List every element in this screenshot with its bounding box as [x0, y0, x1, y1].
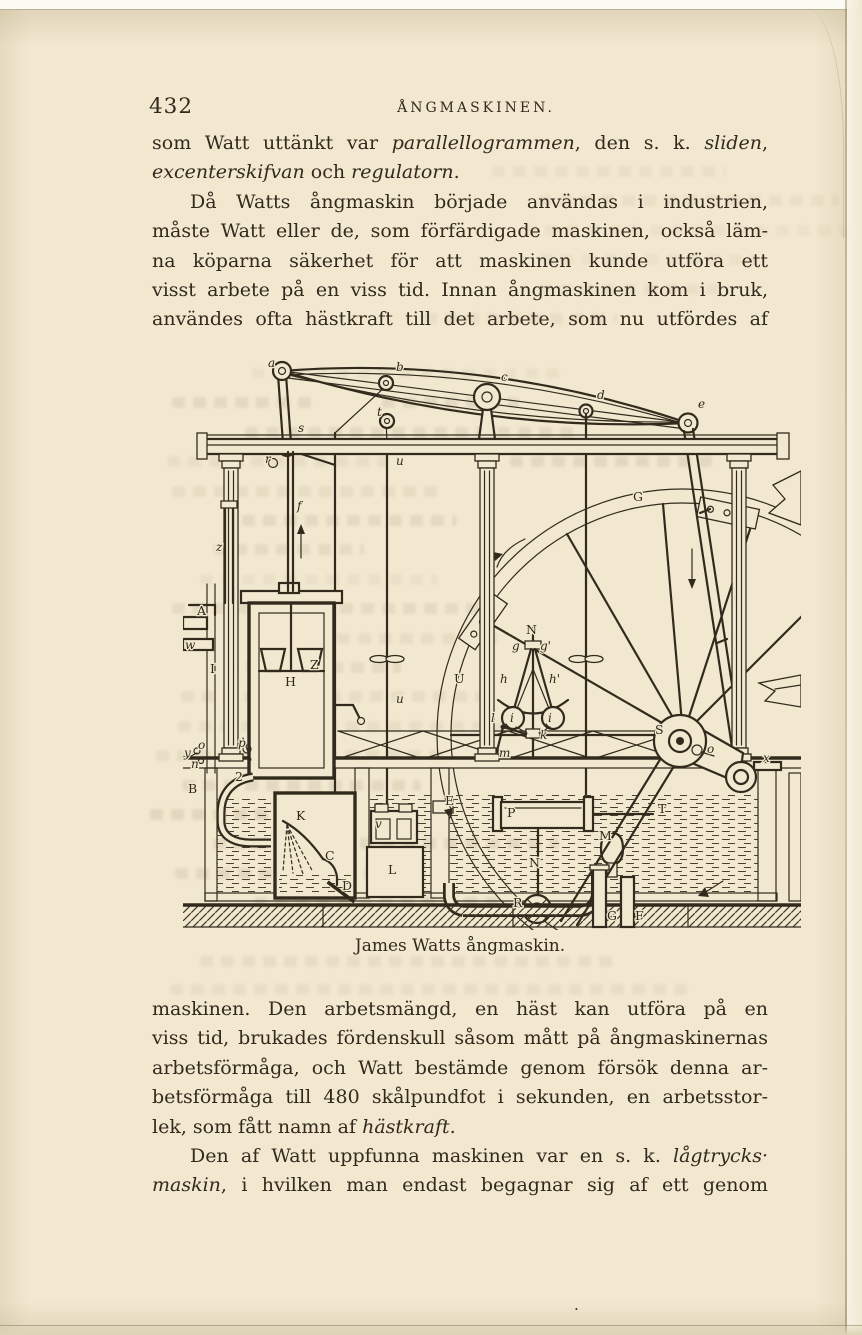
figure-label-g: g': [540, 639, 551, 653]
page-top-edge: [0, 0, 862, 10]
steam-cylinder: [183, 452, 342, 843]
text-line: maskin, i hvilken man endast begagnar sig af ett genom: [152, 1174, 768, 1197]
text-line: måste Watt eller de, som förfärdigade maskinen, också läm-: [152, 220, 768, 243]
text-line: viss tid, brukades fördenskull såsom mått på ångmaskinernas: [152, 1027, 768, 1050]
figure-label-G: G: [607, 908, 617, 923]
figure-label-I: I: [210, 661, 215, 676]
running-header: ÅNGMASKINEN.: [397, 100, 555, 116]
figure-label-u: u: [396, 692, 404, 706]
figure-label-i: i: [548, 711, 552, 725]
figure-label-x: x: [763, 751, 770, 765]
figure-label-U: U: [454, 671, 465, 686]
figure-label-G: G: [633, 489, 643, 504]
text-line: na köparna säkerhet för att maskinen kunde utföra ett: [152, 249, 768, 272]
figure-label-s: s: [298, 421, 305, 435]
figure-label-M: M: [599, 828, 612, 843]
figure-label-K: K: [296, 808, 306, 823]
page-number: 432: [149, 94, 194, 119]
text-line: lek, som fått namn af hästkraft.: [152, 1115, 456, 1138]
figure-label-S: S: [655, 722, 664, 737]
figure-label-h: h': [549, 672, 561, 686]
text-line: användes ofta hästkraft till det arbete, som nu utfördes af: [152, 308, 768, 331]
figure-label-z: z: [216, 540, 223, 554]
figure-label-h: h: [500, 672, 508, 686]
figure-label-t: t: [377, 405, 382, 419]
figure-label-c: c: [501, 370, 508, 384]
text-line: Då Watts ångmaskin började användas i industrien,: [190, 190, 768, 213]
engraving-watt-steam-engine: [183, 353, 801, 930]
text-line: visst arbete på en viss tid. Innan ångmaskinen kom i bruk,: [152, 278, 768, 301]
body-text-bottom: [152, 995, 768, 1201]
figure-label-Z: Z: [310, 657, 319, 672]
figure-label-v: v: [375, 817, 382, 831]
figure-label-r: r: [265, 452, 271, 466]
stray-ink-dot: .: [574, 1296, 579, 1314]
figure-label-o: o: [707, 742, 715, 756]
figure-label-b: b: [396, 360, 404, 374]
figure-label-C: C: [325, 848, 335, 863]
pump-rods: [327, 415, 744, 859]
body-text-top: [152, 129, 768, 335]
figure-label-L: L: [388, 862, 397, 877]
ground: [183, 905, 801, 927]
text-line: excenterskifvan och regulatorn.: [152, 161, 460, 184]
figure-label-D: D: [342, 878, 353, 893]
figure-label-p: p: [238, 736, 246, 750]
figure-label-E: E: [445, 793, 455, 808]
page-bottom-edge: [0, 1324, 862, 1335]
text-line: maskinen. Den arbetsmängd, en häst kan utföra på en: [152, 998, 768, 1020]
figure-label-R: R: [513, 895, 523, 910]
text-line: arbetsförmåga, och Watt bestämde genom försök denna ar-: [152, 1056, 768, 1079]
figure-label-k: k: [540, 728, 548, 742]
text-line: som Watt uttänkt var parallellogrammen, den s. k. sliden,: [152, 132, 768, 154]
figure-label-o: o: [198, 738, 206, 752]
figure-label-w: w: [185, 638, 196, 652]
figure-caption: James Watts ångmaskin.: [354, 936, 566, 956]
figure-label-a: a: [268, 356, 276, 370]
page-right-edge: [847, 0, 862, 1335]
figure-label-d: d: [597, 388, 605, 402]
figure-label-y: y: [184, 746, 191, 760]
figure-label-P: P: [507, 805, 516, 820]
text-line: betsförmåga till 480 skålpundfot i sekunden, en arbetsstor-: [152, 1086, 768, 1109]
figure-label-g: g: [512, 639, 520, 653]
governor: [495, 627, 569, 758]
text-line: Den af Watt uppfunna maskinen var en s. k. lågtrycks·: [190, 1144, 768, 1167]
figure-label-N: N: [529, 855, 540, 870]
figure-label-2: 2: [235, 769, 243, 784]
figure-label-T: T: [658, 801, 667, 816]
figure-label-f: f: [297, 499, 302, 513]
figure-label-m: m: [499, 746, 511, 760]
figure-label-n: n: [191, 757, 199, 771]
figure-label-H: H: [285, 674, 296, 689]
figure-label-B: B: [188, 781, 198, 796]
figure-steam-engine: [183, 353, 801, 930]
figure-label-u: u: [396, 454, 404, 468]
figure-label-A: A: [197, 603, 207, 618]
figure-label-l: l: [491, 711, 495, 725]
figure-label-e: e: [698, 397, 706, 411]
figure-label-i: i: [510, 711, 514, 725]
figure-label-F: F: [635, 908, 644, 923]
figure-label-N: N: [526, 622, 537, 637]
